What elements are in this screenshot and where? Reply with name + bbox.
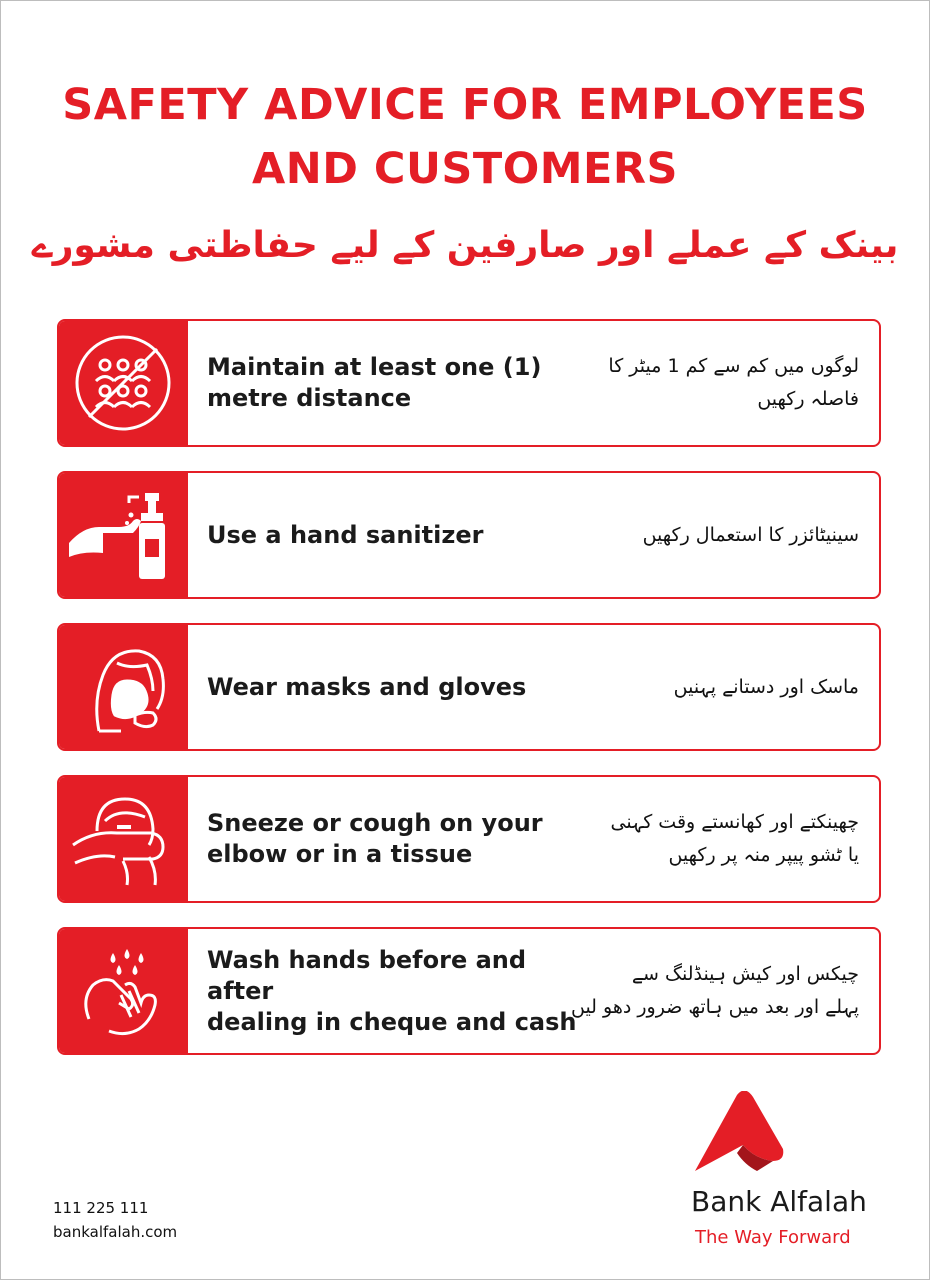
no-crowd-icon (69, 331, 177, 435)
bank-alfalah-logo-icon (693, 1091, 785, 1177)
advice-text-english: Use a hand sanitizer (207, 520, 484, 549)
advice-card-sanitizer (57, 471, 881, 599)
sneeze-elbow-icon (69, 787, 177, 891)
hand-wash-icon (69, 939, 177, 1043)
advice-text-english: Maintain at least one (1) metre distance (207, 353, 542, 412)
icon-panel (59, 777, 188, 901)
advice-text-urdu: ماسک اور دستانے پہنیں (673, 675, 859, 698)
website-url: bankalfalah.com (53, 1223, 178, 1241)
advice-text-urdu: لوگوں میں کم سے کم 1 میٹر کا فاصلہ رکھیں (608, 355, 859, 410)
advice-text-english: Wear masks and gloves (207, 672, 527, 701)
page-title-line-2: AND CUSTOMERS (251, 144, 678, 194)
advice-card-wash-hands (57, 927, 881, 1055)
advice-card-sneeze (57, 775, 881, 903)
advice-text-urdu: سینیٹائزر کا استعمال رکھیں (642, 523, 859, 546)
brand-name: Bank Alfalah (691, 1185, 867, 1218)
page-title-line-1: SAFETY ADVICE FOR EMPLOYEES (62, 80, 868, 130)
advice-text-urdu: چیکس اور کیش ہینڈلنگ سے پہلے اور بعد میں ہاتھ ضرور دھو لیں (570, 963, 859, 1018)
urdu-title: بینک کے عملے اور صارفین کے لیے حفاظتی مشورے (31, 225, 899, 266)
advice-text-urdu: چھینکتے اور کھانستے وقت کہنی یا ٹشو پیپر منہ پر رکھیں (610, 811, 859, 866)
phone-number: 111 225 111 (53, 1199, 149, 1217)
face-mask-icon (69, 635, 177, 739)
advice-text-english: Wash hands before and after dealing in cheque and cash (207, 945, 577, 1036)
icon-panel (59, 321, 188, 445)
advice-text-english: Sneeze or cough on your elbow or in a tissue (207, 809, 543, 868)
icon-panel (59, 473, 188, 597)
advice-card-mask (57, 623, 881, 751)
brand-tagline: The Way Forward (695, 1227, 851, 1248)
icon-panel (59, 625, 188, 749)
hand-sanitizer-icon (69, 483, 177, 587)
icon-panel (59, 929, 188, 1053)
advice-card-distance (57, 319, 881, 447)
